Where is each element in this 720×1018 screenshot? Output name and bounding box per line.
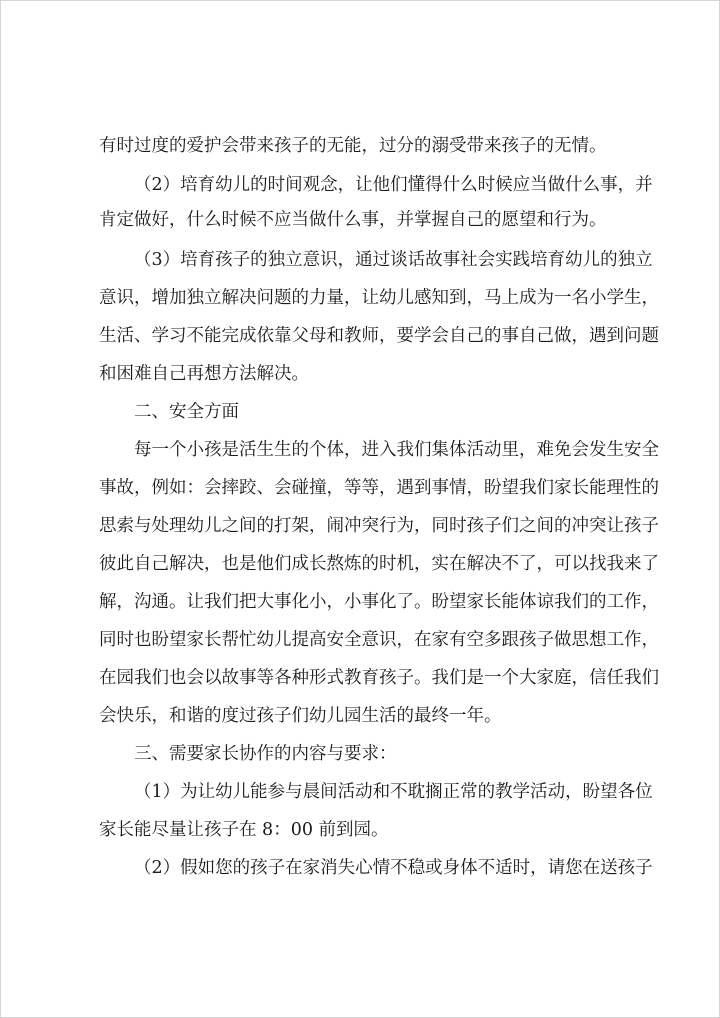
paragraph-line: 事故，例如：会摔跤、会碰撞，等等，遇到事情，盼望我们家长能理性的	[99, 478, 659, 498]
paragraph-line: 生活、学习不能完成依靠父母和教师，要学会自己的事自己做，遇到问题	[99, 326, 659, 346]
paragraph-line: 有时过度的爱护会带来孩子的无能，过分的溺受带来孩子的无情。	[99, 136, 607, 156]
paragraph-line: 每一个小孩是活生生的个体，进入我们集体活动里，难免会发生安全	[134, 440, 659, 460]
paragraph-line: 肯定做好，什么时候不应当做什么事，并掌握自己的愿望和行为。	[99, 210, 607, 230]
section-heading: 二、安全方面	[134, 402, 239, 422]
paragraph-line: 彼此自己解决，也是他们成长熬炼的时机，实在解决不了，可以找我来了	[99, 554, 659, 574]
paragraph-line: 在园我们也会以故事等各种形式教育孩子。我们是一个大家庭，信任我们	[99, 668, 659, 688]
paragraph-line: 思索与处理幼儿之间的打架，闹冲突行为，同时孩子们之间的冲突让孩子	[99, 516, 659, 536]
paragraph-line: 会快乐，和谐的度过孩子们幼儿园生活的最终一年。	[99, 706, 502, 726]
paragraph-line: （2）培育幼儿的时间观念，让他们懂得什么时候应当做什么事，并	[134, 175, 653, 195]
paragraph-line: （1）为让幼儿能参与晨间活动和不耽搁正常的教学活动，盼望各位	[134, 782, 653, 802]
paragraph-line: 解，沟通。让我们把大事化小，小事化了。盼望家长能体谅我们的工作，	[99, 592, 659, 612]
section-heading: 三、需要家长协作的内容与要求：	[134, 744, 397, 764]
paragraph-line: 同时也盼望家长帮忙幼儿提高安全意识，在家有空多跟孩子做思想工作，	[99, 630, 659, 650]
paragraph-line: 和困难自己再想方法解决。	[99, 364, 309, 384]
paragraph-line: 家长能尽量让孩子在 8：00 前到园。	[99, 820, 389, 840]
paragraph-line: （2）假如您的孩子在家消失心情不稳或身体不适时，请您在送孩子	[134, 858, 653, 878]
paragraph-line: 意识，增加独立解决问题的力量，让幼儿感知到，马上成为一名小学生，	[99, 288, 659, 308]
paragraph-line: （3）培育孩子的独立意识，通过谈话故事社会实践培育幼儿的独立	[134, 250, 653, 270]
